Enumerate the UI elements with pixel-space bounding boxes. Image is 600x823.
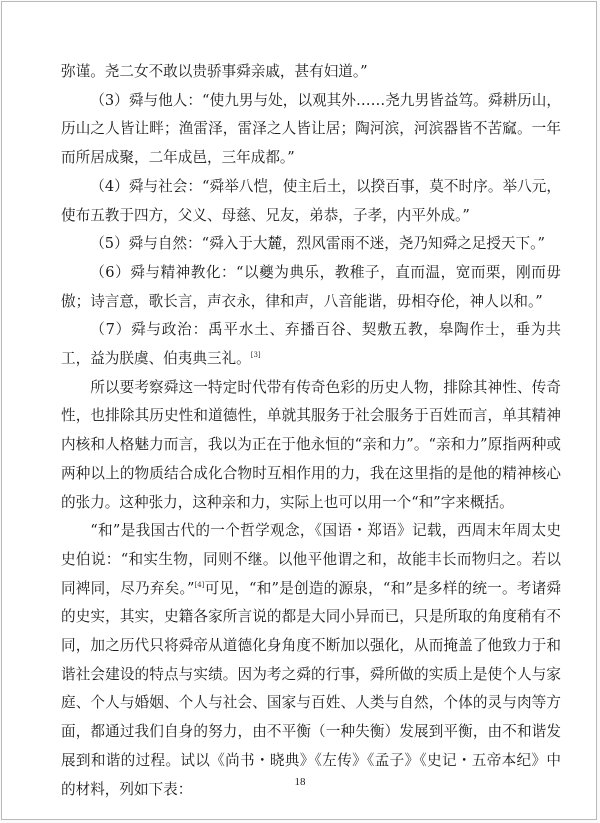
page-number: 18 xyxy=(294,776,306,788)
paragraph-shun-and-society: （4）舜与社会：“舜举八恺，使主后土，以揆百事，莫不时序。举八元，使布五教于四方，父义、母慈、兄友，弟恭，子孝，内平外成。” xyxy=(61,177,561,224)
paragraph-harmony xyxy=(61,517,561,804)
paragraph-affinity: 所以要考察舜这一特定时代带有传奇色彩的历史人物，排除其神性、传奇性，也排除其历史性和道德性，单就其服务于社会服务于百姓而言，单其精神内核和人格魅力而言，我以为正在于他永恒的“亲和力”。“亲和力”原指两种或两种以上的物质结合成化合物时互相作用的力，我在这里指的是他的精神核心的张力。这种张力，这种亲和力，实际上也可以用一个“和”字来概括。 xyxy=(61,378,561,511)
harmony-text-before: “和”是我国古代的一个哲学观念，《国语・郑语》记载，西周末年周太史史伯说：“和实生物，同则不继。以他平他谓之和，故能丰长而物归之。若以同裨同，尽乃弃矣。” xyxy=(61,522,561,597)
paragraph-shun-and-education: （6）舜与精神教化：“以夔为典乐，教稚子，直而温，宽而栗，刚而毋傲；诗言意，歌长言，声衣永，律和声，八音能谐，毋相夺伦，神人以和。” xyxy=(61,263,561,310)
paragraph-shun-and-politics xyxy=(61,316,561,373)
politics-text: （7）舜与政治：禹平水土、弃播百谷、契敷五教，皋陶作士，垂为共工，益为朕虞、伯夷典三礼。 xyxy=(61,321,561,368)
document-body xyxy=(61,58,561,804)
paragraph-continuation: 弥谨。尧二女不敢以贵骄事舜亲戚，甚有妇道。” xyxy=(61,63,368,80)
footnote-ref-3: [3] xyxy=(250,351,261,360)
paragraph-shun-and-others: （3）舜与他人：“使九男与处，以观其外……尧九男皆益笃。舜耕历山，历山之人皆让畔；渔雷泽，雷泽之人皆让居；陶河滨，河滨器皆不苦窳。一年而所居成聚，二年成邑，三年成都。” xyxy=(61,91,561,167)
harmony-text-after: 可见，“和”是创造的源泉，“和”是多样的统一。考诸舜的史实，其实，史籍各家所言说的都是大同小异而已，只是所取的角度稍有不同，加之历代只将舜帝从道德化身角度不断加以强化，从而掩盖了他致力于和谐社会建设的特点与实绩。因为考之舜的行事，舜所做的实质上是使个人与家庭、个人与婚姻、个人与社会、国家与百姓、人类与自然，个体的灵与肉等方面，都通过我们自身的努力，由不平衡（一种失衡）发展到平衡，由不和谐发展到和谐的过程。试以《尚书・晓典》《左传》《孟子》《史记・五帝本纪》中的材料，列如下表： xyxy=(61,579,561,798)
footnote-ref-4: [4] xyxy=(194,580,205,589)
paragraph-shun-and-nature: （5）舜与自然：“舜入于大麓，烈风雷雨不迷，尧乃知舜之足授天下。” xyxy=(90,235,545,253)
